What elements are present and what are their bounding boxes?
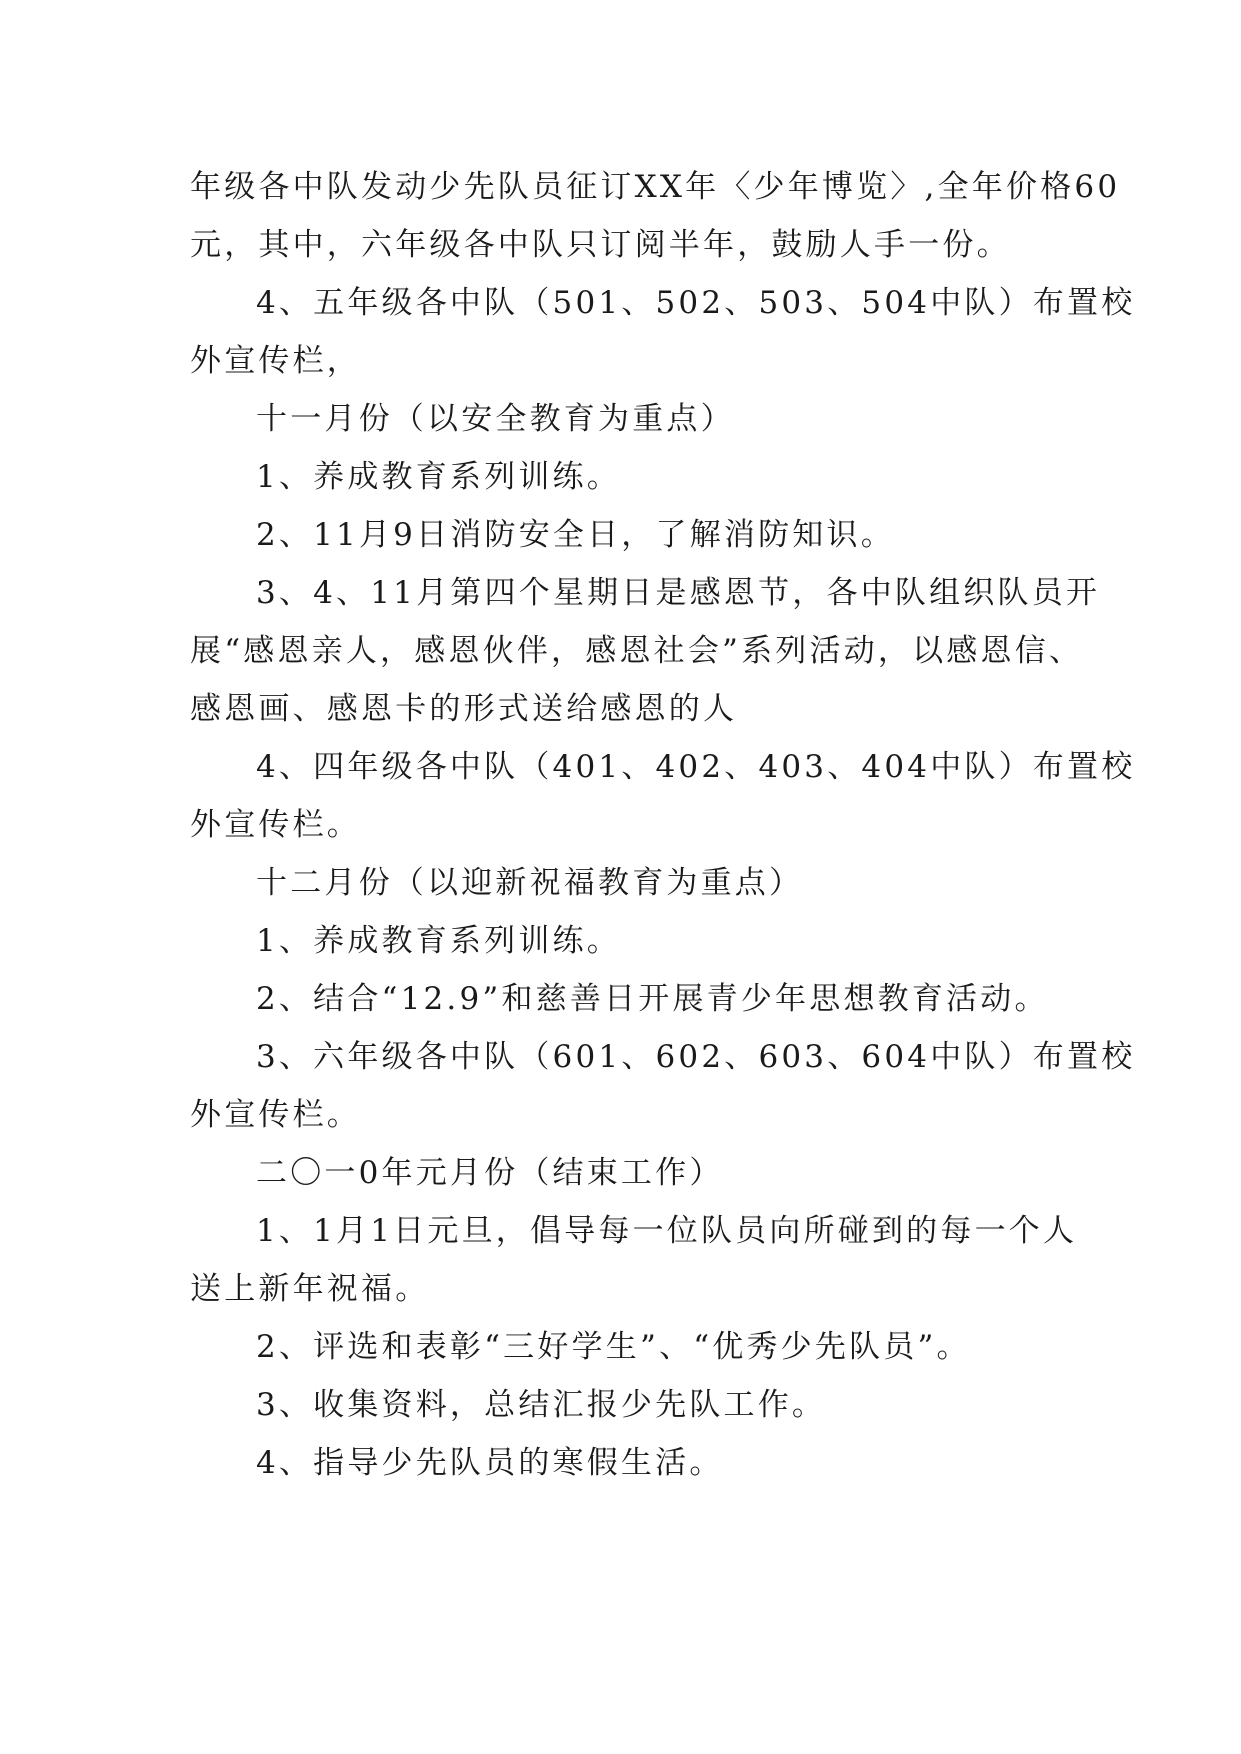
section-heading-december: 十二月份（以迎新祝福教育为重点） [256,865,804,901]
text-line: 1、1月1日元旦，倡导每一位队员向所碰到的每一个人 [256,1213,1078,1249]
text-line: 1、养成教育系列训练。 [256,923,621,959]
text-line: 感恩画、感恩卡的形式送给感恩的人 [190,691,738,727]
text-line: 外宣传栏。 [190,807,361,843]
text-line: 元，其中，六年级各中队只订阅半年，鼓励人手一份。 [190,227,1011,263]
text-line: 4、五年级各中队（501、502、503、504中队）布置校 [256,285,1136,321]
text-line: 3、六年级各中队（601、602、603、604中队）布置校 [256,1039,1136,1075]
text-line: 3、4、11月第四个星期日是感恩节，各中队组织队员开 [256,575,1101,611]
text-line: 3、收集资料，总结汇报少先队工作。 [256,1387,827,1423]
text-line: 2、结合“12.9”和慈善日开展青少年思想教育活动。 [256,981,1049,1017]
text-line: 外宣传栏。 [190,1097,361,1133]
text-line: 2、评选和表彰“三好学生”、“优秀少先队员”。 [256,1329,971,1365]
text-line: 4、四年级各中队（401、402、403、404中队）布置校 [256,749,1136,785]
text-line: 年级各中队发动少先队员征订XX年〈少年博览〉,全年价格60 [190,169,1121,205]
text-line: 外宣传栏， [190,343,361,379]
section-heading-november: 十一月份（以安全教育为重点） [256,401,735,437]
text-line: 展“感恩亲人，感恩伙伴，感恩社会”系列活动，以感恩信、 [190,633,1084,669]
document-body [190,158,1136,1492]
text-line: 4、指导少先队员的寒假生活。 [256,1445,724,1481]
text-line: 1、养成教育系列训练。 [256,459,621,495]
text-line: 2、11月9日消防安全日，了解消防知识。 [256,517,895,553]
text-line: 送上新年祝福。 [190,1271,430,1307]
section-heading-january: 二〇一0年元月份（结束工作） [256,1155,724,1191]
